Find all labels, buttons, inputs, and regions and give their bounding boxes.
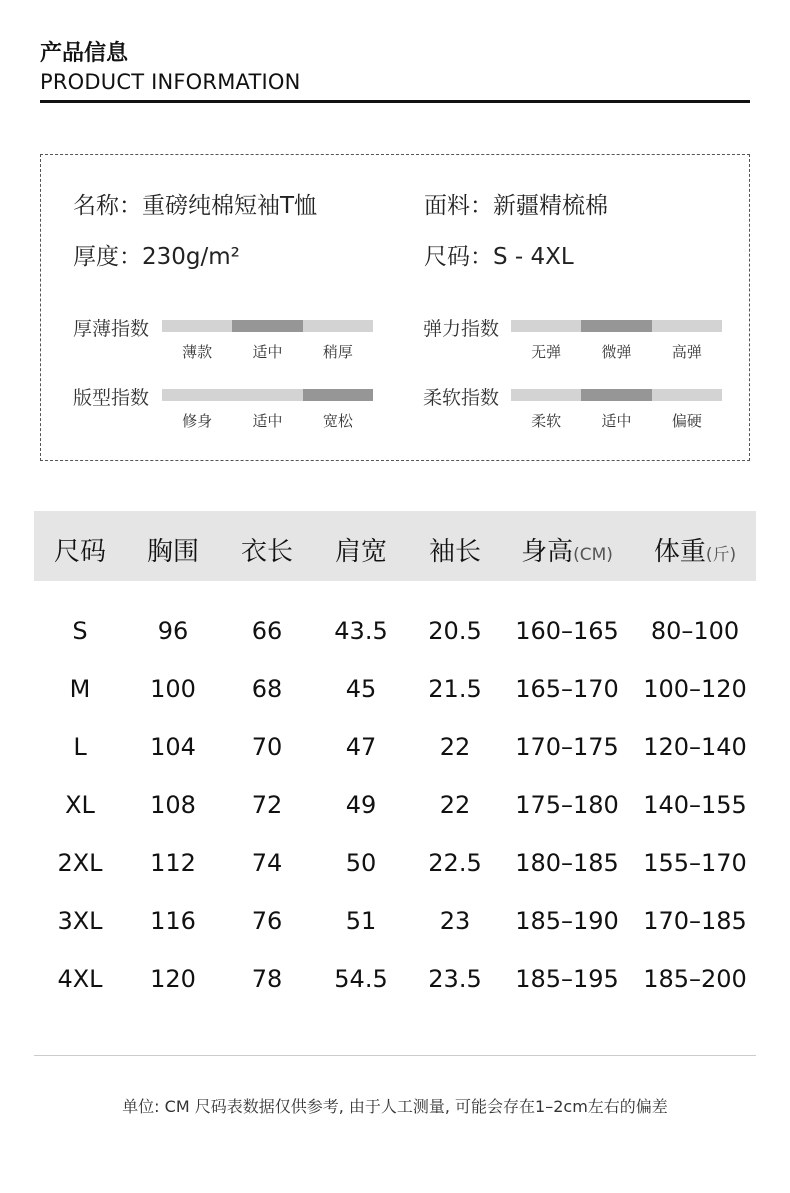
table-cell: 155–170 (643, 849, 747, 877)
spec-size-value: S - 4XL (493, 244, 574, 270)
table-cell: 74 (251, 849, 283, 877)
scale-elasticity-options (511, 341, 722, 362)
table-cell: 22.5 (428, 849, 482, 877)
scale-segment (511, 389, 581, 401)
scale-thickness-options (162, 341, 373, 362)
spec-weight-label: 厚度： (73, 244, 142, 270)
scale-softness-bar (511, 389, 722, 401)
table-cell: 66 (251, 617, 283, 645)
table-cell: 76 (251, 907, 283, 935)
size-table-header-cell (54, 531, 106, 568)
header-label: 肩宽 (334, 537, 388, 567)
table-cell: 175–180 (515, 791, 619, 819)
table-cell: L (73, 733, 87, 761)
scale-segment (232, 389, 302, 401)
scale-option: 修身 (182, 412, 213, 430)
table-cell: 23 (439, 907, 471, 935)
header-unit: (CM) (573, 545, 613, 565)
table-cell: 165–170 (515, 675, 619, 703)
size-table-header-cell (654, 531, 736, 568)
size-table-header-cell (241, 531, 293, 568)
header-title-en: PRODUCT INFORMATION (40, 70, 301, 94)
table-cell: 70 (251, 733, 283, 761)
scale-fit-label: 版型指数 (73, 387, 150, 409)
table-cell: 4XL (57, 965, 103, 993)
header-label: 体重 (653, 537, 706, 567)
table-cell: 54.5 (334, 965, 388, 993)
table-cell: 185–200 (643, 965, 747, 993)
table-cell: 108 (150, 791, 196, 819)
table-cell: 22 (439, 791, 471, 819)
table-cell: 45 (345, 675, 377, 703)
table-cell: 80–100 (650, 617, 740, 645)
scale-softness-label: 柔软指数 (423, 387, 500, 409)
scale-segment (162, 320, 232, 332)
scale-thickness-label: 厚薄指数 (73, 318, 150, 340)
scale-option: 柔软 (531, 412, 562, 430)
table-cell: M (69, 675, 91, 703)
table-cell: 140–155 (643, 791, 747, 819)
size-table-header (34, 511, 756, 581)
spec-name-label: 名称： (73, 193, 142, 219)
scale-fit-bar (162, 389, 373, 401)
table-cell: 78 (251, 965, 283, 993)
scale-segment (652, 320, 722, 332)
spec-fabric (424, 187, 608, 220)
table-cell: 43.5 (334, 617, 388, 645)
scale-option: 宽松 (322, 412, 353, 430)
scale-elasticity-bar (511, 320, 722, 332)
table-cell: 180–185 (515, 849, 619, 877)
scale-segment (581, 320, 651, 332)
table-cell: S (72, 617, 88, 645)
scale-softness-options (511, 410, 722, 431)
scale-segment (232, 320, 302, 332)
table-cell: 120 (150, 965, 196, 993)
spec-fabric-value: 新疆精梳棉 (493, 193, 608, 219)
table-cell: 68 (251, 675, 283, 703)
header-divider (40, 100, 750, 103)
table-cell: 100–120 (643, 675, 747, 703)
header-label: 袖长 (428, 537, 482, 567)
spec-name-value: 重磅纯棉短袖T恤 (142, 193, 318, 219)
scale-segment (652, 389, 722, 401)
table-bottom-divider (34, 1055, 756, 1056)
header-unit: (斤) (705, 545, 737, 565)
table-cell: 51 (345, 907, 377, 935)
table-cell: XL (65, 791, 95, 819)
scale-elasticity-label: 弹力指数 (423, 318, 500, 340)
header-title-cn: 产品信息 (40, 41, 129, 66)
table-cell: 47 (345, 733, 377, 761)
table-cell: 112 (150, 849, 196, 877)
size-table-header-cell (429, 531, 481, 568)
table-cell: 3XL (57, 907, 103, 935)
header-label: 身高 (521, 537, 574, 567)
spec-name (73, 187, 317, 220)
scale-segment (511, 320, 581, 332)
table-cell: 2XL (57, 849, 103, 877)
scale-option: 偏硬 (671, 412, 702, 430)
scale-option: 微弹 (601, 343, 632, 361)
table-cell: 22 (439, 733, 471, 761)
table-cell: 50 (345, 849, 377, 877)
size-table-header-cell (335, 531, 387, 568)
size-table-header-cell (521, 531, 613, 568)
table-cell: 104 (150, 733, 196, 761)
scale-segment (303, 389, 373, 401)
scale-option: 适中 (252, 343, 283, 361)
table-cell: 185–190 (515, 907, 619, 935)
table-cell: 96 (157, 617, 189, 645)
scale-segment (581, 389, 651, 401)
header-label: 衣长 (240, 537, 294, 567)
scale-segment (303, 320, 373, 332)
scale-option: 薄款 (182, 343, 213, 361)
table-cell: 72 (251, 791, 283, 819)
spec-weight-value: 230g/m² (142, 244, 240, 270)
table-cell: 49 (345, 791, 377, 819)
scale-segment (162, 389, 232, 401)
table-cell: 23.5 (428, 965, 482, 993)
spec-size-label: 尺码： (424, 244, 493, 270)
scale-option: 适中 (601, 412, 632, 430)
size-table-header-cell (147, 531, 199, 568)
scale-option: 稍厚 (322, 343, 353, 361)
header-label: 尺码 (53, 537, 107, 567)
spec-size (424, 238, 574, 271)
table-cell: 120–140 (643, 733, 747, 761)
table-cell: 116 (150, 907, 196, 935)
scale-option: 无弹 (531, 343, 562, 361)
scale-option: 高弹 (671, 343, 702, 361)
footer-note: 单位: CM 尺码表数据仅供参考, 由于人工测量, 可能会存在1–2cm左右的偏差 (122, 1097, 668, 1116)
table-cell: 20.5 (428, 617, 482, 645)
spec-weight (73, 238, 240, 271)
table-cell: 170–175 (515, 733, 619, 761)
table-cell: 21.5 (428, 675, 482, 703)
scale-fit-options (162, 410, 373, 431)
table-cell: 160–165 (515, 617, 619, 645)
table-cell: 100 (150, 675, 196, 703)
table-cell: 185–195 (515, 965, 619, 993)
header-label: 胸围 (146, 537, 200, 567)
spec-fabric-label: 面料： (424, 193, 493, 219)
scale-option: 适中 (252, 412, 283, 430)
table-cell: 170–185 (643, 907, 747, 935)
scale-thickness-bar (162, 320, 373, 332)
